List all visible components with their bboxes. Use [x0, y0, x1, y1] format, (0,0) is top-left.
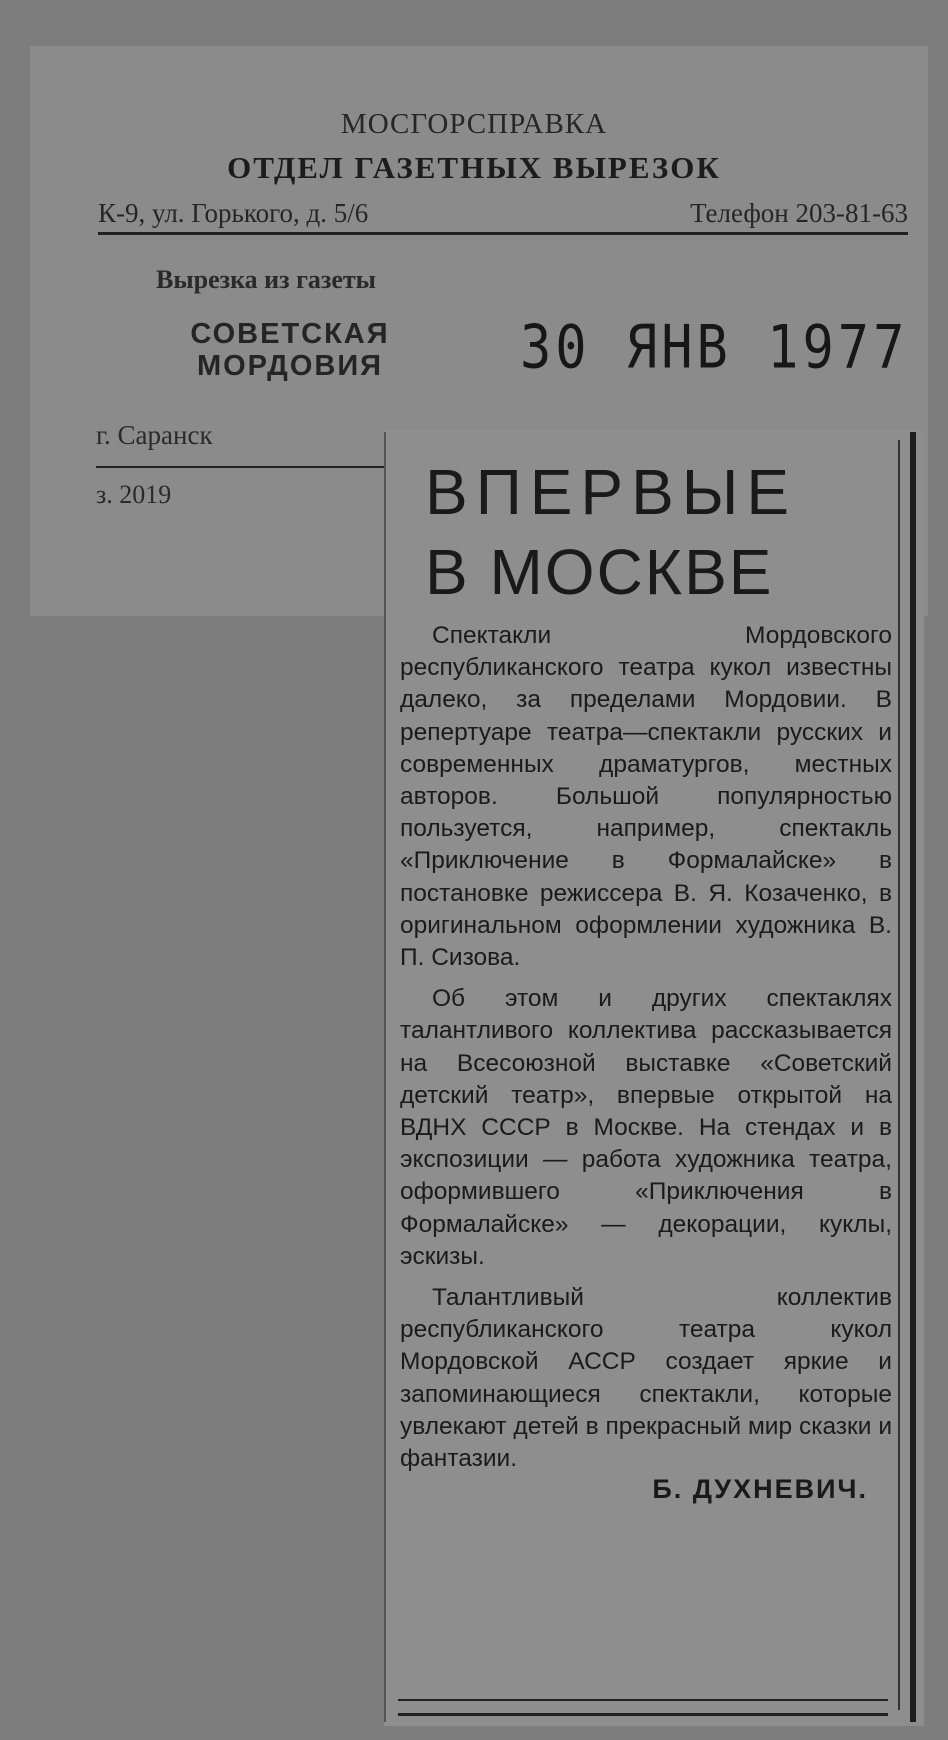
- order-number: з. 2019: [96, 480, 172, 509]
- agency-phone: Телефон 203-81-63: [690, 198, 908, 228]
- agency-address: К-9, ул. Горького, д. 5/6: [98, 198, 369, 228]
- clipping-left-edge: [384, 432, 386, 1722]
- clipping-right-edge: [910, 432, 916, 1722]
- article-paragraph: Талантливый коллектив республиканского театра кукол Мордовской АССР создает яркие и запоминающиеся спектакли, которые увлекают детей в прекрасный мир сказки и фантазии.: [400, 1284, 892, 1473]
- article-body: [400, 620, 892, 1484]
- agency-name: МОСГОРСПРАВКА: [340, 108, 608, 140]
- bottom-divider-thick: [398, 1713, 888, 1716]
- article-paragraph: Спектакли Мордовского республиканского театра кукол известны далеко, за пределами Мордовии. В репертуаре театра—спектакли русских и современных драматургов, местных авторов. Большой популярностью пользуется, например, спектакль «Приключение в Формалайске» в постановке режиссера В. Я. Козаченко, в оригинальном оформлении художника В. П. Сизова.: [400, 622, 892, 972]
- newspaper-name-line1: СОВЕТСКАЯ: [190, 318, 390, 350]
- article-headline: [425, 452, 865, 612]
- source-label: Вырезка из газеты: [156, 265, 376, 294]
- newspaper-name-line2: МОРДОВИЯ: [196, 350, 384, 382]
- newspaper-name: [160, 318, 420, 382]
- article-author: Б. ДУХНЕВИЧ.: [652, 1474, 868, 1504]
- headline-line1: ВПЕРВЫЕ: [425, 456, 798, 528]
- city-label: г. Саранск: [96, 420, 213, 450]
- header-divider: [98, 232, 908, 235]
- date-stamp: 30 ЯНВ 1977: [520, 313, 909, 383]
- headline-line2: В МОСКВЕ: [425, 536, 774, 608]
- clipping-inner-rule: [898, 440, 900, 1710]
- department-name: ОТДЕЛ ГАЗЕТНЫХ ВЫРЕЗОК: [227, 150, 721, 185]
- article-paragraph: Об этом и других спектаклях талантливого коллектива рассказывается на Всесоюзной выставке «Советский детский театр», впервые открытой на ВДНХ СССР в Москве. На стендах и в экспозиции — работа художника театра, оформившего «Приключения в Формалайске» — декорации, куклы, эскизы.: [400, 985, 892, 1270]
- city-divider: [96, 466, 386, 468]
- bottom-divider-thin: [398, 1699, 888, 1701]
